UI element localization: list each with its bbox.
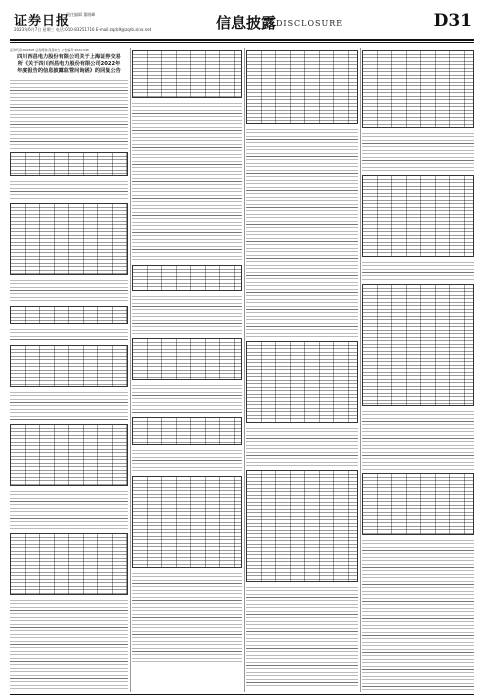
masthead-rule <box>10 39 474 41</box>
masthead-rule-thin <box>10 42 474 43</box>
data-table <box>10 533 128 595</box>
masthead <box>10 8 474 40</box>
body-text-block <box>362 410 474 470</box>
column-divider <box>130 48 131 692</box>
body-text-block <box>10 79 128 149</box>
date-line: 2023年6月7日 星期三 电话:010-83251716 E-mail:zqrb9@zqrb.sina.net <box>14 27 152 32</box>
body-text-block <box>10 391 128 421</box>
data-table <box>132 476 242 568</box>
section-title-en: DISCLOSURE <box>276 19 344 28</box>
footer-rule <box>10 694 474 695</box>
body-text-block <box>10 180 128 200</box>
column-1 <box>10 48 128 692</box>
data-table <box>10 306 128 324</box>
column-divider <box>360 48 361 692</box>
body-text-block <box>132 102 242 262</box>
data-table <box>132 265 242 291</box>
data-table <box>10 152 128 176</box>
data-table <box>362 284 474 406</box>
data-table <box>246 470 358 582</box>
newspaper-page <box>10 8 474 692</box>
body-text-block <box>132 384 242 414</box>
data-table <box>132 50 242 98</box>
newspaper-logo: 证券日报 <box>14 14 71 29</box>
body-text-block <box>10 599 128 689</box>
data-table <box>362 175 474 257</box>
data-table <box>132 417 242 445</box>
stock-code-line: 证券代码:600505 证券简称:西昌电力 公告编号:2023-046 <box>10 48 89 52</box>
body-text-block <box>10 279 128 303</box>
body-text-block <box>132 295 242 335</box>
column-2 <box>132 48 242 692</box>
body-text-block <box>132 449 242 473</box>
body-text-block <box>362 132 474 172</box>
body-text-block <box>246 586 358 686</box>
section-title: 信息披露 <box>216 14 277 32</box>
data-table <box>10 203 128 275</box>
data-table <box>362 50 474 128</box>
body-text-block <box>10 328 128 342</box>
data-table <box>246 50 358 124</box>
column-3 <box>246 48 358 692</box>
page-number: D31 <box>433 11 472 31</box>
body-text-block <box>246 128 358 338</box>
body-text-block <box>246 427 358 467</box>
data-table <box>362 473 474 535</box>
data-table <box>132 338 242 380</box>
editor-line: 责任编辑 董晓峰 <box>66 12 96 17</box>
body-text-block <box>362 261 474 281</box>
data-table <box>10 424 128 486</box>
body-text-block <box>362 539 474 692</box>
data-table <box>10 345 128 387</box>
column-4 <box>362 48 474 692</box>
article-headline: 四川西昌电力股份有限公司关于上海证券交易所《关于四川西昌电力股份有限公司2022年年度报告的信息披露监管问询函》的回复公告 <box>17 54 121 74</box>
column-divider <box>244 48 245 692</box>
body-text-block <box>10 490 128 530</box>
data-table <box>246 341 358 423</box>
body-text-block <box>132 572 242 662</box>
